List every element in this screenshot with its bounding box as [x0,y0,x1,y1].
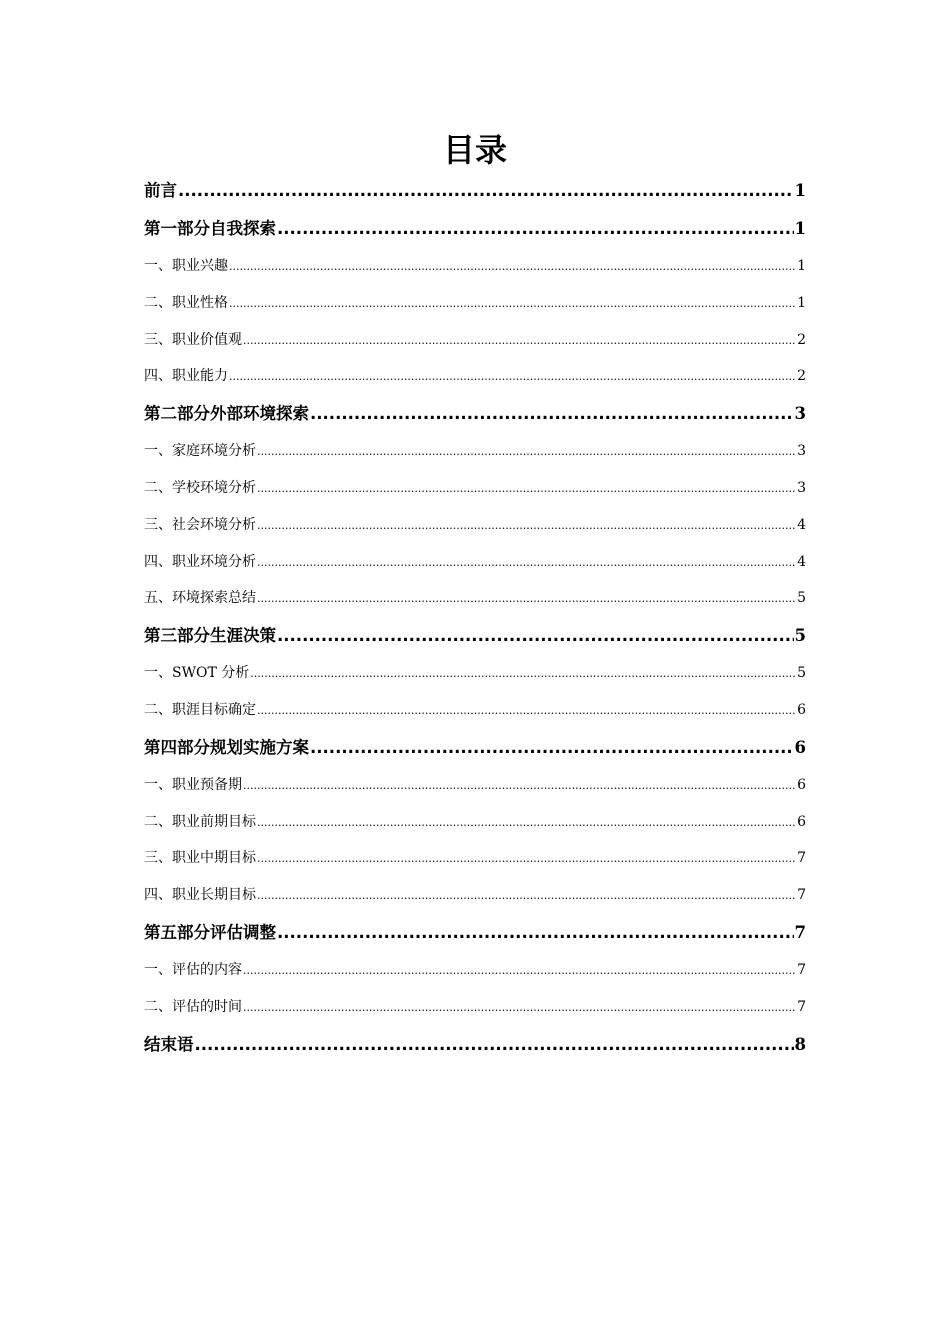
toc-entry-page: 7 [797,850,806,867]
toc-entry-label: 二、职涯目标确定 [144,701,256,718]
toc-entry-page: 2 [797,331,806,348]
toc-entry[interactable] [144,248,806,285]
toc-entry-label: 三、社会环境分析 [144,516,256,533]
toc-leader-dots [257,841,796,877]
toc-leader-dots [277,210,794,248]
toc-entry-label: 四、职业环境分析 [144,553,256,570]
toc-entry-label: 一、家庭环境分析 [144,443,256,460]
toc-entry-page: 5 [797,665,806,682]
toc-entry-page: 4 [797,516,806,533]
toc-entry[interactable] [144,692,806,729]
toc-entry-label: 五、环境探索总结 [144,590,256,607]
toc-entry[interactable] [144,655,806,692]
toc-entry-page: 5 [794,626,806,646]
toc-leader-dots [257,508,796,544]
toc-leader-dots [243,768,796,804]
toc-entry[interactable] [144,617,806,655]
toc-entry-page: 7 [797,961,806,978]
toc-entry-page: 1 [797,294,806,311]
toc-entry-label: 二、职业前期目标 [144,813,256,830]
toc-leader-dots [257,693,796,729]
toc-entry[interactable] [144,433,806,470]
toc-entry-page: 6 [794,737,806,757]
toc-leader-dots [277,617,794,655]
toc-entry-page: 6 [797,701,806,718]
toc-leader-dots [257,434,796,470]
toc-entry[interactable] [144,395,806,433]
toc-leader-dots [229,359,796,395]
toc-leader-dots [310,395,794,433]
toc-entry-label: 一、职业预备期 [144,776,242,793]
toc-entry[interactable] [144,1026,806,1064]
toc-leader-dots [277,914,794,952]
toc-entry-page: 6 [797,813,806,830]
toc-entry-label: 二、职业性格 [144,294,228,311]
toc-entry-label: 结束语 [144,1034,194,1054]
toc-entry-page: 1 [797,258,806,274]
toc-leader-dots [257,805,796,841]
toc-entry[interactable] [144,285,806,322]
toc-entry-label: 一、SWOT 分析 [144,665,250,682]
toc-entry[interactable] [144,507,806,544]
toc-entry-label: 四、职业长期目标 [144,887,256,904]
toc-entry-label: 第一部分自我探索 [144,219,276,238]
toc-entry-label: 三、职业中期目标 [144,850,256,867]
toc-entry-label: 第三部分生涯决策 [144,626,276,646]
toc-entry[interactable] [144,840,806,877]
toc-leader-dots [243,990,796,1026]
toc-entry-page: 7 [797,998,806,1015]
toc-entry-page: 7 [797,887,806,904]
toc-entry[interactable] [144,322,806,359]
toc-entry-page: 1 [794,181,806,200]
toc-leader-dots [195,1026,794,1064]
toc-entry[interactable] [144,470,806,507]
toc-entry-page: 5 [797,590,806,607]
toc-entry-label: 三、职业价值观 [144,331,242,348]
table-of-contents [144,172,806,1064]
toc-entry-label: 第四部分规划实施方案 [144,737,309,757]
toc-leader-dots [250,656,796,692]
toc-leader-dots [257,878,796,914]
toc-entry[interactable] [144,729,806,767]
toc-leader-dots [257,471,796,507]
toc-entry-label: 二、评估的时间 [144,998,242,1015]
toc-leader-dots [257,581,796,617]
toc-entry[interactable] [144,544,806,581]
toc-entry[interactable] [144,358,806,395]
toc-entry-page: 7 [794,922,806,942]
toc-entry-page: 4 [797,553,806,570]
toc-entry[interactable] [144,580,806,617]
toc-leader-dots [257,545,796,581]
toc-entry-page: 3 [797,479,806,496]
toc-entry[interactable] [144,804,806,841]
toc-entry-label: 前言 [144,181,177,200]
toc-entry[interactable] [144,952,806,989]
toc-entry-page: 1 [794,219,806,238]
toc-leader-dots [229,249,796,285]
toc-entry[interactable] [144,989,806,1026]
toc-entry[interactable] [144,210,806,248]
toc-entry-page: 3 [794,404,806,424]
toc-entry[interactable] [144,914,806,952]
toc-leader-dots [243,953,796,989]
toc-entry-page: 6 [797,776,806,793]
toc-entry-label: 第二部分外部环境探索 [144,404,309,424]
toc-leader-dots [229,286,796,322]
toc-entry-label: 二、学校环境分析 [144,479,256,496]
toc-entry-label: 一、职业兴趣 [144,258,228,274]
toc-entry-label: 一、评估的内容 [144,961,242,978]
toc-entry-label: 四、职业能力 [144,368,228,385]
toc-entry[interactable] [144,172,806,210]
toc-title: 目录 [442,131,507,169]
toc-entry-page: 8 [794,1034,806,1054]
toc-entry-label: 第五部分评估调整 [144,922,276,942]
toc-entry-page: 3 [797,443,806,460]
toc-leader-dots [310,729,794,767]
toc-entry[interactable] [144,877,806,914]
toc-entry-page: 2 [797,368,806,385]
toc-leader-dots [243,323,796,359]
toc-entry[interactable] [144,767,806,804]
toc-leader-dots [178,172,794,210]
